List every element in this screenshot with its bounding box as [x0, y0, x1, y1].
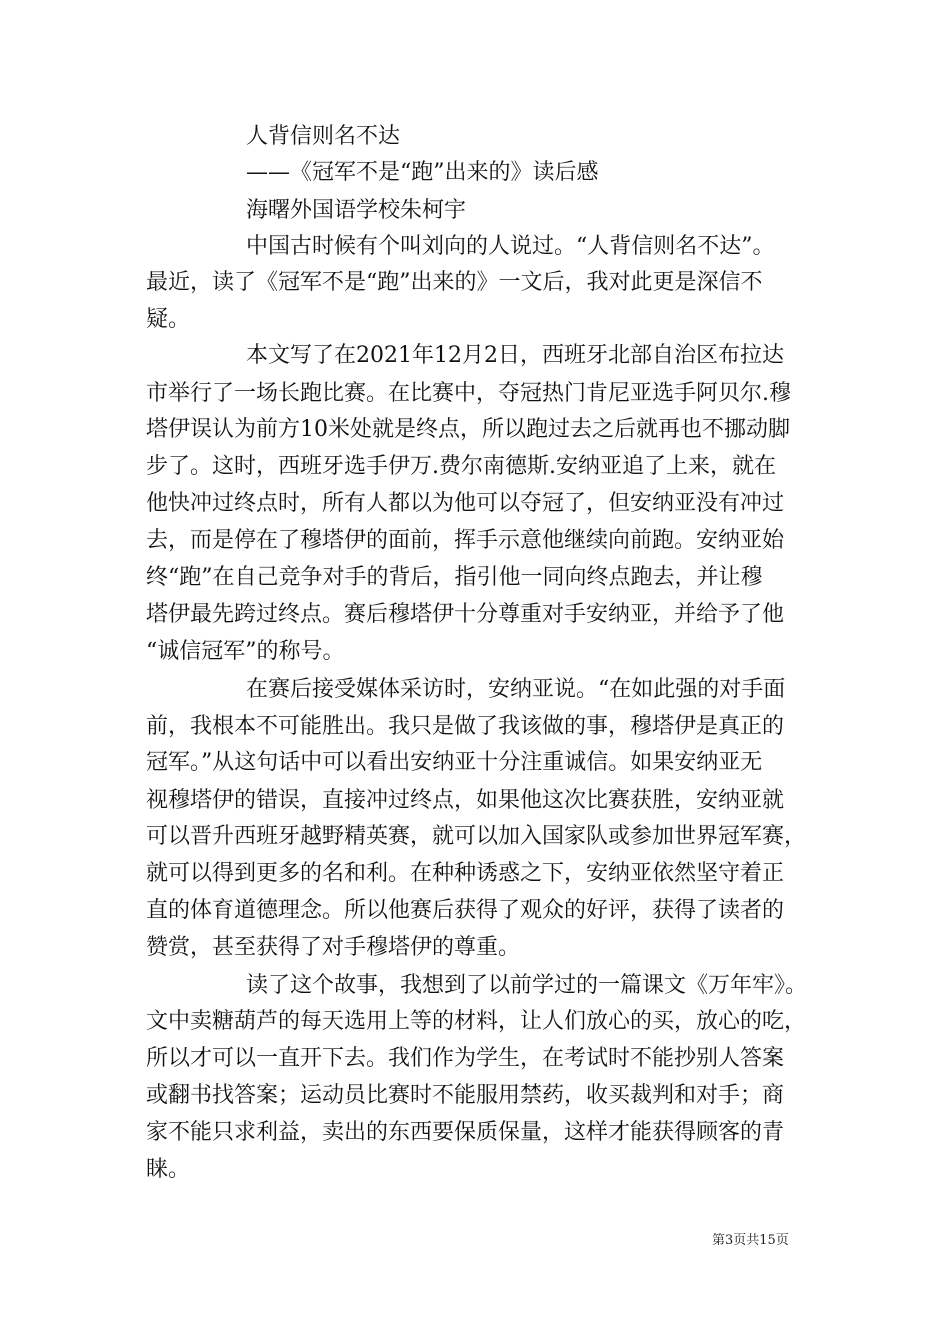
- paragraph-line: 所以才可以一直开下去。我们作为学生，在考试时不能抄别人答案: [146, 1046, 785, 1071]
- page-number: 第3页共15页: [712, 1233, 789, 1248]
- paragraph-line: 在赛后接受媒体采访时，安纳亚说。“在如此强的对手面: [246, 677, 786, 702]
- paragraph-line: 直的体育道德理念。所以他赛后获得了观众的好评，获得了读者的: [146, 898, 785, 923]
- essay-author: 海曙外国语学校朱柯宇: [246, 198, 467, 223]
- essay-subtitle: ——《冠军不是“跑”出来的》读后感: [246, 160, 599, 185]
- paragraph-line: 塔伊误认为前方10米处就是终点，所以跑过去之后就再也不挪动脚: [146, 417, 790, 442]
- paragraph-line: 他快冲过终点时，所有人都以为他可以夺冠了，但安纳亚没有冲过: [146, 491, 785, 516]
- paragraph-line: 疑。: [146, 307, 191, 332]
- paragraph-line: 去，而是停在了穆塔伊的面前，挥手示意他继续向前跑。安纳亚始: [146, 528, 785, 553]
- paragraph-line: 可以晋升西班牙越野精英赛，就可以加入国家队或参加世界冠军赛，: [146, 824, 807, 849]
- essay-title: 人背信则名不达: [246, 124, 401, 149]
- paragraph-line: 最近，读了《冠军不是“跑”出来的》一文后，我对此更是深信不: [146, 270, 763, 295]
- paragraph-line: 睐。: [146, 1157, 191, 1182]
- paragraph-line: 或翻书找答案；运动员比赛时不能服用禁药，收买裁判和对手；商: [146, 1083, 785, 1108]
- paragraph-line: 塔伊最先跨过终点。赛后穆塔伊十分尊重对手安纳亚，并给予了他: [146, 602, 785, 627]
- paragraph-line: 市举行了一场长跑比赛。在比赛中，夺冠热门肯尼亚选手阿贝尔.穆: [146, 381, 791, 406]
- paragraph-line: 本文写了在2021年12月2日，西班牙北部自治区布拉达: [246, 343, 784, 368]
- paragraph-line: 读了这个故事，我想到了以前学过的一篇课文《万年牢》。: [246, 973, 808, 998]
- paragraph-line: 就可以得到更多的名和利。在种种诱惑之下，安纳亚依然坚守着正: [146, 861, 785, 886]
- paragraph-line: 中国古时候有个叫刘向的人说过。“人背信则名不达”。: [246, 234, 775, 259]
- paragraph-line: 家不能只求利益，卖出的东西要保质保量，这样才能获得顾客的青: [146, 1120, 785, 1145]
- paragraph-line: 前，我根本不可能胜出。我只是做了我该做的事，穆塔伊是真正的: [146, 714, 785, 739]
- paragraph-line: 文中卖糖葫芦的每天选用上等的材料，让人们放心的买，放心的吃，: [146, 1009, 807, 1034]
- paragraph-line: “诚信冠军”的称号。: [146, 639, 345, 664]
- paragraph-line: 终“跑”在自己竞争对手的背后，指引他一同向终点跑去，并让穆: [146, 565, 763, 590]
- paragraph-line: 视穆塔伊的错误，直接冲过终点，如果他这次比赛获胜，安纳亚就: [146, 788, 785, 813]
- paragraph-line: 冠军。”从这句话中可以看出安纳亚十分注重诚信。如果安纳亚无: [146, 750, 763, 775]
- paragraph-line: 赞赏，甚至获得了对手穆塔伊的尊重。: [146, 935, 521, 960]
- paragraph-line: 步了。这时，西班牙选手伊万.费尔南德斯.安纳亚追了上来，就在: [146, 454, 776, 479]
